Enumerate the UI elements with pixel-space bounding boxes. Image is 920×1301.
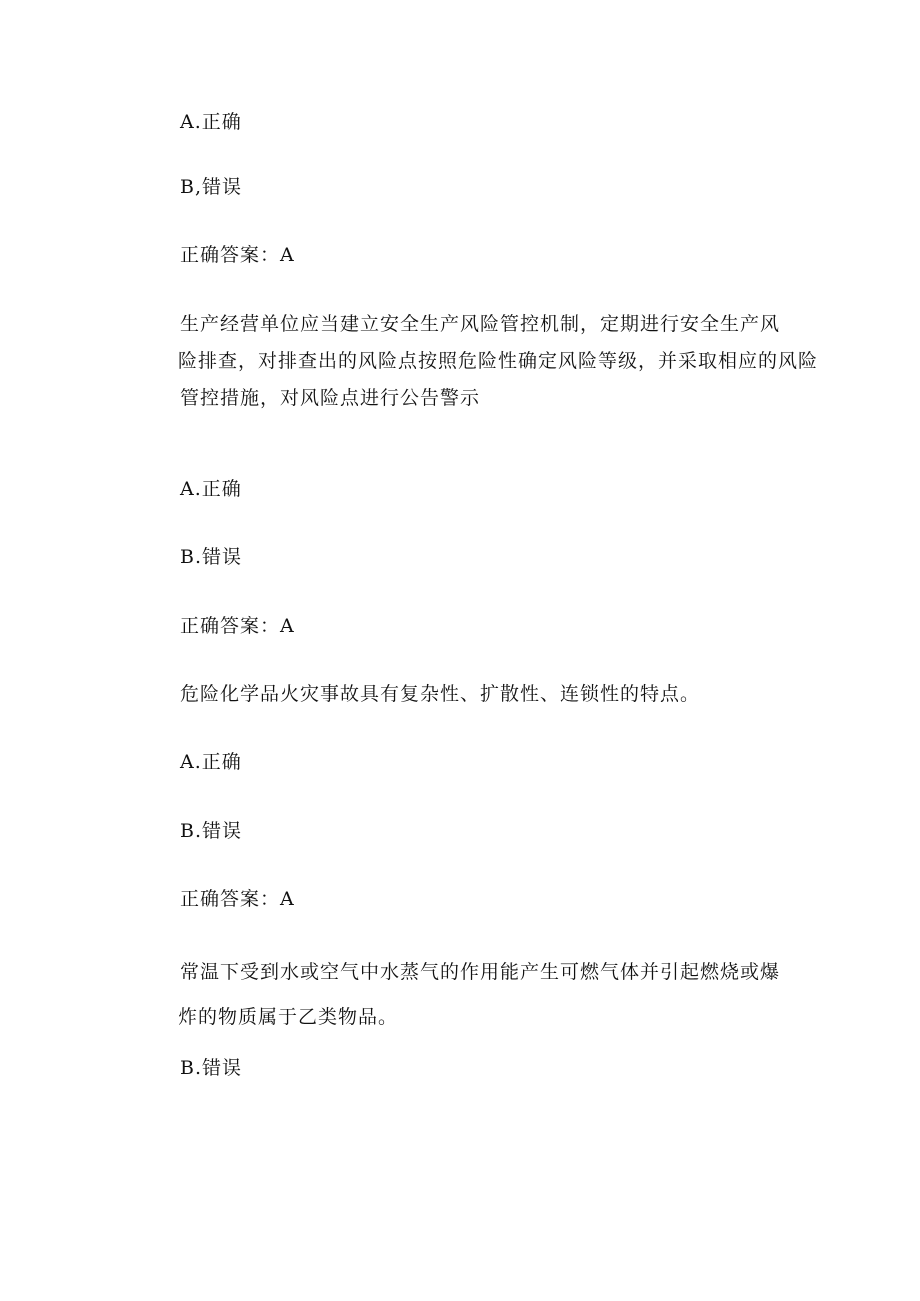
option-b: B,错误 bbox=[180, 176, 243, 198]
option-b: B.错误 bbox=[180, 1057, 243, 1079]
question-text bbox=[180, 950, 800, 1040]
question-text: 危险化学品火灾事故具有复杂性、扩散性、连锁性的特点。 bbox=[180, 683, 701, 705]
option-b: B.错误 bbox=[180, 546, 243, 568]
option-a: A.正确 bbox=[180, 751, 242, 773]
question-text-line: 险排查，对排查出的风险点按照危险性确定风险等级，并采取相应的风险 bbox=[178, 350, 819, 372]
option-a: A.正确 bbox=[180, 478, 242, 500]
question-text-line: 炸的物质属于乙类物品。 bbox=[178, 1006, 399, 1028]
correct-answer: 正确答案：A bbox=[180, 888, 295, 910]
correct-answer: 正确答案：A bbox=[180, 244, 295, 266]
option-b: B.错误 bbox=[180, 820, 243, 842]
question-text bbox=[178, 306, 819, 417]
question-text-line: 管控措施，对风险点进行公告警示 bbox=[180, 387, 481, 409]
correct-answer: 正确答案：A bbox=[180, 615, 295, 637]
question-text-line: 生产经营单位应当建立安全生产风险管控机制，定期进行安全生产风 bbox=[180, 313, 781, 335]
question-text-line: 常温下受到水或空气中水蒸气的作用能产生可燃气体并引起燃烧或爆 bbox=[180, 961, 781, 983]
option-a: A.正确 bbox=[180, 111, 242, 133]
